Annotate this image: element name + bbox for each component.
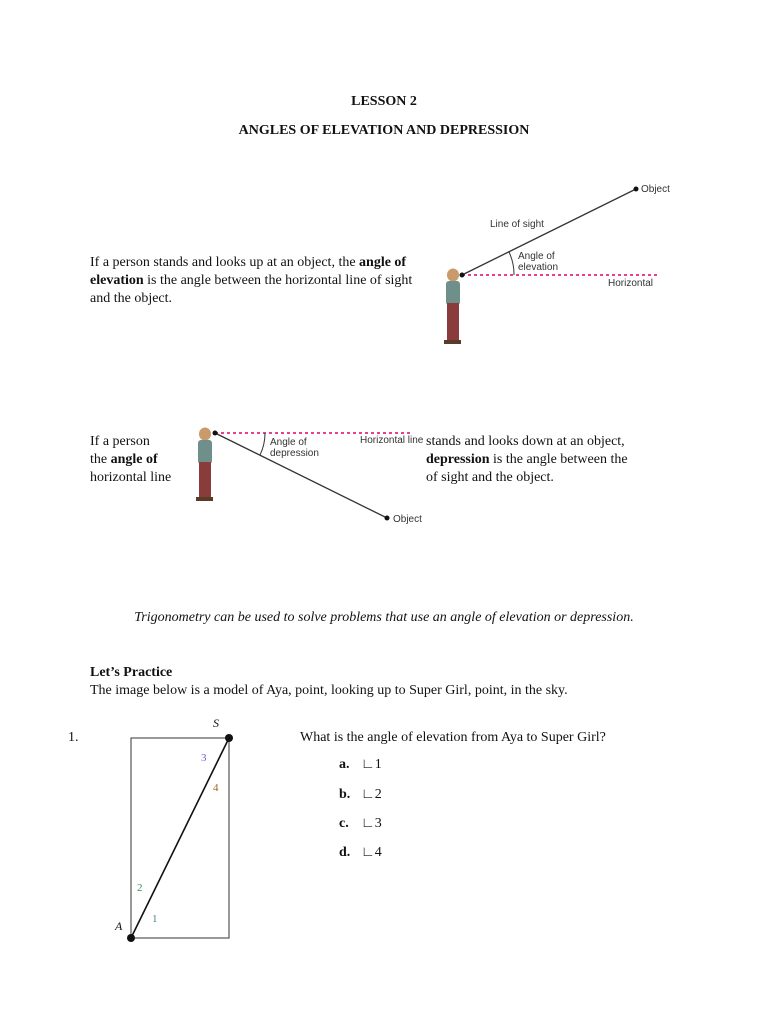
angle-label-2: 2	[137, 882, 143, 894]
choice-a-letter: a.	[339, 757, 350, 772]
elevation-term: angle of elevation	[90, 255, 407, 288]
point-s-label: S	[213, 716, 219, 730]
choice-b-letter: b.	[339, 787, 351, 802]
depression-angle-label-2: depression	[270, 448, 319, 459]
depression-left-line-3: horizontal line	[90, 470, 172, 485]
depression-right-line-3: of sight and the object.	[426, 470, 554, 485]
point-a	[127, 934, 135, 942]
elevation-text-post: is the angle between the horizontal line of sight and the object.	[90, 273, 413, 306]
depression-right-line-1: stands and looks down at an object,	[426, 434, 625, 449]
choice-a-text: ∟1	[361, 757, 382, 772]
angle-label-4: 4	[213, 782, 219, 794]
lesson-title: ANGLES OF ELEVATION AND DEPRESSION	[238, 123, 530, 138]
line-of-sight-label: Line of sight	[490, 219, 544, 230]
choice-b-text: ∟2	[361, 787, 382, 802]
elevation-horizontal-label: Horizontal	[608, 278, 654, 289]
depression-object-label: Object	[393, 514, 422, 525]
elevation-angle-label-2: elevation	[518, 262, 559, 273]
elevation-text-pre: If a person stands and looks up at an object, the	[90, 255, 360, 270]
question-text: What is the angle of elevation from Aya to Super Girl?	[300, 730, 606, 745]
lesson-number: LESSON 2	[351, 94, 417, 109]
choice-d-letter: d.	[339, 845, 351, 860]
trig-note: Trigonometry can be used to solve problems that use an angle of elevation or depression.	[134, 610, 634, 625]
figure-diagonal	[131, 738, 229, 938]
choice-c-letter: c.	[339, 816, 349, 831]
depression-left-line-1: If a person	[90, 434, 150, 449]
depression-term-left: angle of	[110, 452, 158, 467]
depression-right-line-2: is the angle between the	[489, 452, 628, 467]
choice-d-text: ∟4	[361, 845, 382, 860]
practice-intro: The image below is a model of Aya, point, looking up to Super Girl, point, in the sky.	[90, 683, 568, 698]
question-number: 1.	[68, 730, 79, 745]
depression-left-line-2: the	[90, 452, 111, 467]
choice-c-text: ∟3	[361, 816, 382, 831]
depression-term-right: depression	[426, 452, 490, 467]
elevation-object-label: Object	[641, 184, 670, 195]
point-s	[225, 734, 233, 742]
elevation-angle-label-1: Angle of	[518, 251, 555, 262]
practice-heading: Let’s Practice	[90, 665, 173, 680]
angle-label-3: 3	[201, 752, 207, 764]
depression-horizontal-label: Horizontal line	[360, 435, 424, 446]
depression-angle-label-1: Angle of	[270, 437, 307, 448]
point-a-label: A	[115, 919, 123, 933]
angle-label-1: 1	[152, 913, 158, 925]
